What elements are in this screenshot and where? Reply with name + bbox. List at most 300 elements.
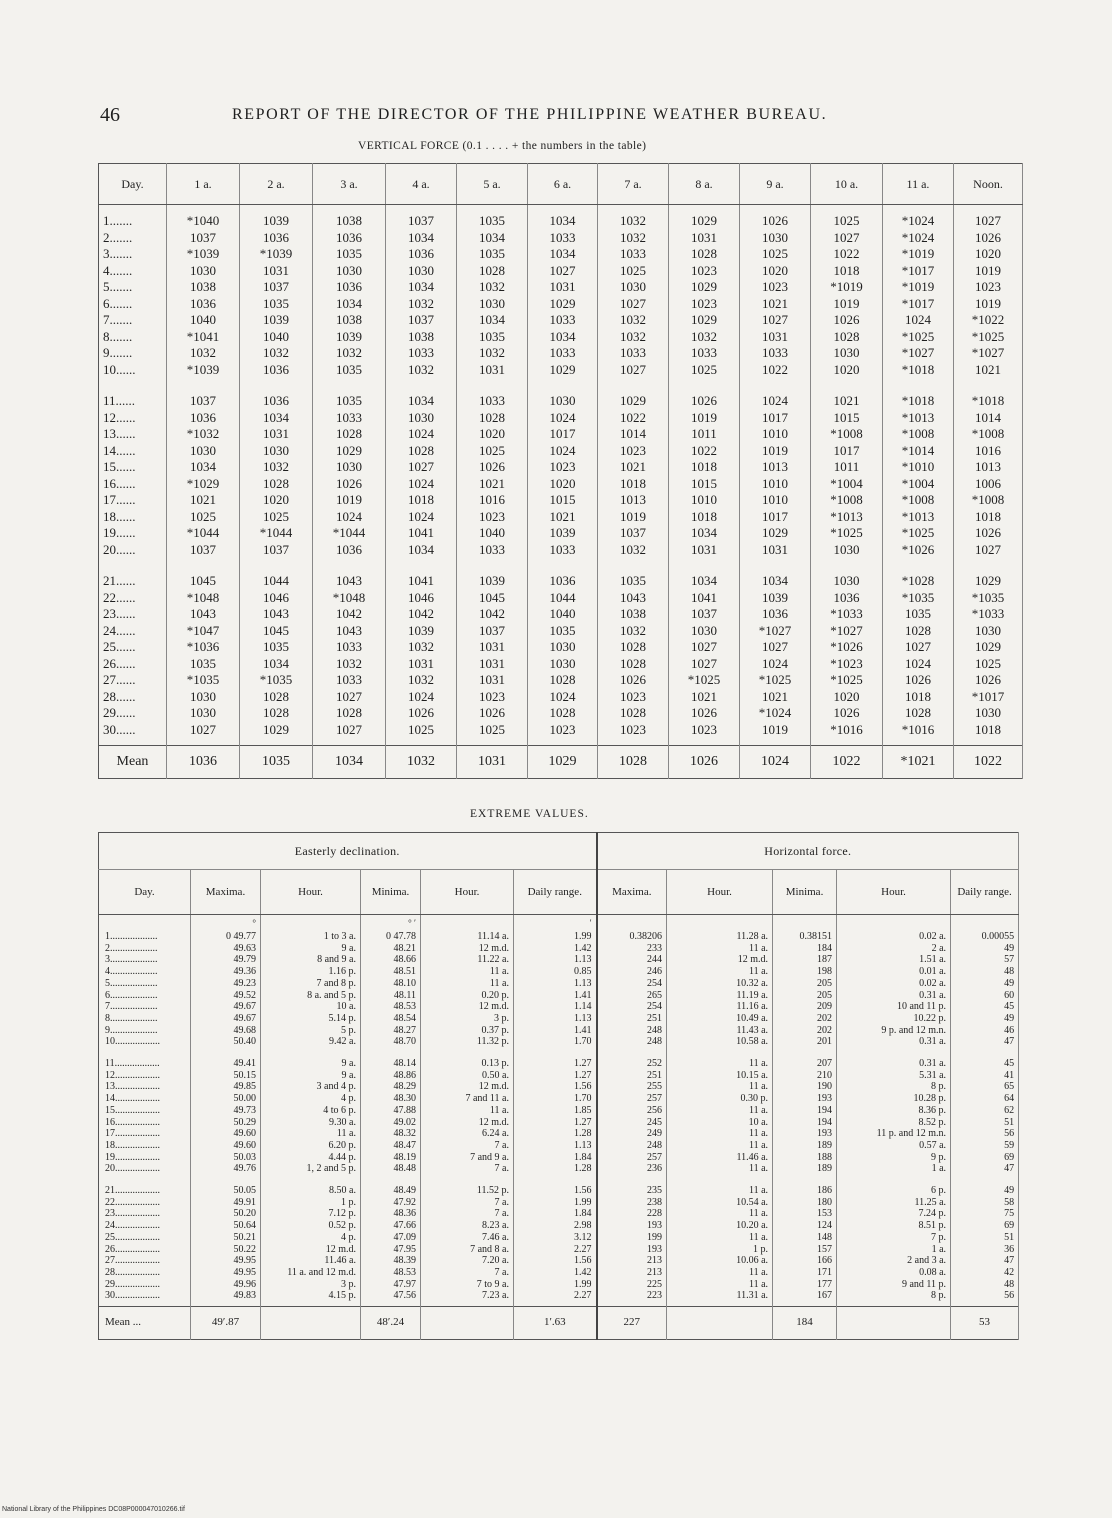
value-cell: 1030 [954,705,1023,722]
value-cell: 1030 [386,410,457,427]
value-cell: 1016 [457,492,528,509]
mean-cell: 53 [951,1307,1019,1340]
value-cell: 69 [951,1220,1019,1232]
value-cell: 8.50 a. [261,1179,361,1197]
value-cell: 193 [773,1128,837,1140]
value-cell: 12 m.d. [261,1244,361,1256]
value-cell: 187 [773,954,837,966]
unit-cell: ° ′ [361,915,421,932]
value-cell: 1038 [386,329,457,346]
value-cell: 157 [773,1244,837,1256]
value-cell: 1024 [740,385,811,410]
value-cell: 1028 [313,426,386,443]
value-cell: 1044 [240,565,313,590]
day-cell: 2....... [99,230,167,247]
column-header: 1 a. [167,164,240,205]
value-cell: 11.22 a. [421,954,514,966]
value-cell: 65 [951,1081,1019,1093]
value-cell: 1034 [457,230,528,247]
value-cell: *1024 [883,230,954,247]
value-cell: 11 a. [667,966,773,978]
value-cell: 1046 [386,590,457,607]
value-cell: 1018 [811,263,883,280]
value-cell: 1026 [811,705,883,722]
value-cell: 1030 [240,443,313,460]
value-cell: 1028 [240,689,313,706]
table-row [99,1220,1019,1232]
value-cell: 1017 [528,426,598,443]
value-cell: 186 [773,1179,837,1197]
value-cell: 1021 [669,689,740,706]
value-cell: 1033 [740,345,811,362]
value-cell: *1013 [883,509,954,526]
value-cell: *1017 [883,296,954,313]
value-cell: 248 [597,1140,667,1152]
value-cell: 1.56 [514,1179,597,1197]
value-cell: 1030 [313,263,386,280]
value-cell: 166 [773,1255,837,1267]
value-cell: 1032 [313,345,386,362]
value-cell: *1004 [811,476,883,493]
value-cell: 49.73 [191,1105,261,1117]
value-cell: *1035 [954,590,1023,607]
value-cell: 1031 [240,426,313,443]
value-cell: 1039 [313,329,386,346]
value-cell: 1025 [740,246,811,263]
value-cell: 1.13 [514,1140,597,1152]
table-row [99,943,1019,955]
value-cell: 1037 [167,230,240,247]
value-cell: 1.14 [514,1001,597,1013]
value-cell: 49.52 [191,990,261,1002]
value-cell: 11.32 p. [421,1036,514,1052]
value-cell: 1027 [167,722,240,746]
value-cell: 1034 [528,205,598,230]
value-cell: 199 [597,1232,667,1244]
value-cell: 1025 [598,263,669,280]
value-cell: *1035 [167,672,240,689]
value-cell: 1034 [386,542,457,566]
value-cell: 11.43 a. [667,1025,773,1037]
value-cell: 0.31 a. [837,1036,951,1052]
value-cell: 1020 [528,476,598,493]
value-cell: 8 p. [837,1290,951,1306]
table-row [99,1036,1019,1052]
mean-cell: 1′.63 [514,1307,597,1340]
value-cell: 1.99 [514,931,597,943]
day-cell: 3................... [99,954,191,966]
unit-cell [773,915,837,932]
value-cell: *1027 [811,623,883,640]
value-cell: 49.95 [191,1267,261,1279]
day-cell: 16...... [99,476,167,493]
value-cell: 48.36 [361,1208,421,1220]
value-cell: 7 a. [421,1163,514,1179]
mean-cell: 1031 [457,746,528,779]
value-cell: 4 p. [261,1093,361,1105]
page-number: 46 [100,104,120,126]
mean-cell: 227 [597,1307,667,1340]
value-cell: 1028 [386,443,457,460]
value-cell: 177 [773,1279,837,1291]
value-cell: 11 a. [667,1208,773,1220]
value-cell: 50.00 [191,1093,261,1105]
value-cell: 1032 [313,656,386,673]
value-cell: 1031 [740,542,811,566]
column-header: 8 a. [669,164,740,205]
value-cell: 9 a. [261,943,361,955]
day-cell: 26...... [99,656,167,673]
value-cell: *1048 [313,590,386,607]
mean-cell: 1022 [811,746,883,779]
column-header: Maxima. [191,870,261,915]
value-cell: 1 to 3 a. [261,931,361,943]
value-cell: 1037 [598,525,669,542]
day-cell: 2................... [99,943,191,955]
value-cell: 48 [951,1279,1019,1291]
value-cell: *1022 [954,312,1023,329]
value-cell: 45 [951,1001,1019,1013]
value-cell: 1034 [313,296,386,313]
mean-cell: 1034 [313,746,386,779]
mean-cell: 1024 [740,746,811,779]
value-cell: 1035 [313,362,386,386]
value-cell: 11 a. [667,1052,773,1070]
day-cell: 9................... [99,1025,191,1037]
table-row [99,1197,1019,1209]
table-row [99,1163,1019,1179]
value-cell: 1028 [598,705,669,722]
value-cell: 48.30 [361,1093,421,1105]
value-cell: 12 m.d. [421,1001,514,1013]
value-cell: 7 and 9 a. [421,1152,514,1164]
value-cell: 1024 [386,689,457,706]
value-cell: *1033 [811,606,883,623]
value-cell: *1033 [954,606,1023,623]
day-cell: 8....... [99,329,167,346]
value-cell: 9.42 a. [261,1036,361,1052]
value-cell: *1004 [883,476,954,493]
unit-cell [837,915,951,932]
value-cell: 1019 [954,263,1023,280]
mean-cell: 1036 [167,746,240,779]
value-cell: 1.99 [514,1279,597,1291]
table-row [99,263,1023,280]
value-cell: 48.19 [361,1152,421,1164]
value-cell: 1036 [167,410,240,427]
value-cell: 1.42 [514,943,597,955]
value-cell: 49.91 [191,1197,261,1209]
mean-cell: 1026 [669,746,740,779]
day-cell: 7................... [99,1001,191,1013]
value-cell: 60 [951,990,1019,1002]
mean-label: Mean [99,746,167,779]
value-cell: 7 to 9 a. [421,1279,514,1291]
value-cell: 1028 [883,705,954,722]
value-cell: 1013 [954,459,1023,476]
value-cell: 1027 [883,639,954,656]
table-row [99,1232,1019,1244]
table-row [99,689,1023,706]
value-cell: 1019 [740,443,811,460]
mean-cell: *1021 [883,746,954,779]
value-cell: 1033 [457,385,528,410]
table-row [99,1208,1019,1220]
vertical-force-header-row [99,164,1023,205]
value-cell: 48.51 [361,966,421,978]
table-row [99,542,1023,566]
value-cell: 1029 [598,385,669,410]
value-cell: 48.53 [361,1001,421,1013]
value-cell: 1035 [240,639,313,656]
value-cell: 1038 [167,279,240,296]
value-cell: 184 [773,943,837,955]
value-cell: 1033 [313,672,386,689]
value-cell: 1028 [313,705,386,722]
value-cell: 1034 [528,246,598,263]
value-cell: 1018 [954,722,1023,746]
value-cell: 1011 [669,426,740,443]
value-cell: 3 p. [261,1279,361,1291]
value-cell: 1029 [669,205,740,230]
value-cell: 1028 [457,410,528,427]
value-cell: 1.28 [514,1163,597,1179]
value-cell: 75 [951,1208,1019,1220]
value-cell: 1033 [598,246,669,263]
value-cell: 7 and 8 p. [261,978,361,990]
value-cell: 1027 [811,230,883,247]
day-cell: 28.................. [99,1267,191,1279]
day-cell: 17...... [99,492,167,509]
value-cell: 0.13 p. [421,1052,514,1070]
value-cell: 1030 [457,296,528,313]
value-cell: 1034 [386,385,457,410]
table-row [99,345,1023,362]
value-cell: 1018 [669,459,740,476]
value-cell: 48.48 [361,1163,421,1179]
value-cell: 48.21 [361,943,421,955]
value-cell: 41 [951,1070,1019,1082]
table-row [99,672,1023,689]
value-cell: 11.46 a. [261,1255,361,1267]
value-cell: 1 p. [261,1197,361,1209]
mean-cell [421,1307,514,1340]
value-cell: 1020 [811,362,883,386]
value-cell: *1013 [883,410,954,427]
day-cell: 22...... [99,590,167,607]
value-cell: 1028 [669,246,740,263]
mean-cell [667,1307,773,1340]
value-cell: 50.29 [191,1117,261,1129]
value-cell: 1.27 [514,1052,597,1070]
table-row [99,1244,1019,1256]
table-row [99,1179,1019,1197]
value-cell: 1027 [669,639,740,656]
value-cell: 11 a. [667,943,773,955]
value-cell: 1015 [669,476,740,493]
value-cell: 1039 [386,623,457,640]
day-cell: 4....... [99,263,167,280]
value-cell: 1044 [528,590,598,607]
value-cell: *1025 [740,672,811,689]
value-cell: 1023 [598,722,669,746]
value-cell: 0.01 a. [837,966,951,978]
extreme-values-heading: EXTREME VALUES. [470,808,589,820]
unit-cell [597,915,667,932]
value-cell: 11.19 a. [667,990,773,1002]
value-cell: 1010 [740,492,811,509]
value-cell: 1042 [386,606,457,623]
column-header: Minima. [361,870,421,915]
value-cell: 56 [951,1128,1019,1140]
value-cell: 1016 [954,443,1023,460]
value-cell: 49 [951,1179,1019,1197]
table-row [99,931,1019,943]
value-cell: 1031 [457,672,528,689]
value-cell: 1013 [598,492,669,509]
value-cell: 1028 [457,263,528,280]
value-cell: *1017 [954,689,1023,706]
column-header: Daily range. [951,870,1019,915]
horizontal-force-group: Horizontal force. [597,833,1019,870]
value-cell: 1020 [811,689,883,706]
value-cell: 244 [597,954,667,966]
value-cell: 50.64 [191,1220,261,1232]
value-cell: *1018 [954,385,1023,410]
value-cell: 1031 [386,656,457,673]
value-cell: 47.88 [361,1105,421,1117]
value-cell: 1037 [386,312,457,329]
value-cell: 1035 [167,656,240,673]
value-cell: 7 a. [421,1197,514,1209]
value-cell: 11 a. [421,1105,514,1117]
value-cell: 5 p. [261,1025,361,1037]
column-header: 4 a. [386,164,457,205]
value-cell: 1032 [598,205,669,230]
table-row [99,230,1023,247]
value-cell: 1036 [740,606,811,623]
value-cell: 4 to 6 p. [261,1105,361,1117]
value-cell: 1021 [167,492,240,509]
column-header: Hour. [421,870,514,915]
value-cell: 50.21 [191,1232,261,1244]
value-cell: 49.60 [191,1128,261,1140]
value-cell: 1020 [240,492,313,509]
value-cell: 3 and 4 p. [261,1081,361,1093]
table-row [99,312,1023,329]
vertical-force-table [98,163,1023,779]
value-cell: 1037 [669,606,740,623]
value-cell: 1021 [740,296,811,313]
value-cell: 1023 [669,263,740,280]
day-cell: 29.................. [99,1279,191,1291]
value-cell: 59 [951,1140,1019,1152]
value-cell: 64 [951,1093,1019,1105]
value-cell: 1019 [954,296,1023,313]
value-cell: 48.39 [361,1255,421,1267]
value-cell: 1036 [240,362,313,386]
value-cell: 1040 [457,525,528,542]
value-cell: 3 p. [421,1013,514,1025]
table-row [99,492,1023,509]
column-header: Hour. [667,870,773,915]
value-cell: 1032 [669,329,740,346]
value-cell: *1025 [669,672,740,689]
value-cell: 1031 [669,542,740,566]
value-cell: 1037 [240,279,313,296]
value-cell: 254 [597,978,667,990]
value-cell: 10.22 p. [837,1013,951,1025]
value-cell: 1028 [598,656,669,673]
value-cell: 0 47.78 [361,931,421,943]
value-cell: 11 a. [667,1267,773,1279]
value-cell: 11 a. [667,1232,773,1244]
value-cell: *1016 [883,722,954,746]
value-cell: 248 [597,1036,667,1052]
value-cell: 8 and 9 a. [261,954,361,966]
value-cell: 1032 [598,329,669,346]
value-cell: *1008 [954,426,1023,443]
value-cell: 2.27 [514,1290,597,1306]
day-cell: 1................... [99,931,191,943]
column-header: 11 a. [883,164,954,205]
value-cell: 1025 [669,362,740,386]
column-header: Minima. [773,870,837,915]
value-cell: *1008 [883,426,954,443]
value-cell: 1027 [598,362,669,386]
day-cell: 14.................. [99,1093,191,1105]
value-cell: 1035 [313,246,386,263]
value-cell: 11.25 a. [837,1197,951,1209]
value-cell: 1.13 [514,954,597,966]
value-cell: 1024 [386,426,457,443]
value-cell: 190 [773,1081,837,1093]
value-cell: 1021 [528,509,598,526]
value-cell: 1039 [240,312,313,329]
column-header: Day. [99,164,167,205]
value-cell: 50.05 [191,1179,261,1197]
value-cell: 12 m.d. [421,943,514,955]
day-cell: 9....... [99,345,167,362]
value-cell: 1034 [669,525,740,542]
value-cell: 1006 [954,476,1023,493]
day-cell: 26.................. [99,1244,191,1256]
column-header: 7 a. [598,164,669,205]
value-cell: 1035 [313,385,386,410]
day-cell: 10...... [99,362,167,386]
unit-cell [951,915,1019,932]
value-cell: 124 [773,1220,837,1232]
value-cell: 1043 [313,623,386,640]
value-cell: 1036 [240,230,313,247]
value-cell: 1033 [313,410,386,427]
value-cell: 48.47 [361,1140,421,1152]
vertical-force-subtitle: VERTICAL FORCE (0.1 . . . . + the numbers in the table) [358,140,647,152]
value-cell: 11.14 a. [421,931,514,943]
value-cell: 50.15 [191,1070,261,1082]
value-cell: 1045 [240,623,313,640]
value-cell: 9.30 a. [261,1117,361,1129]
value-cell: 50.40 [191,1036,261,1052]
value-cell: 1019 [811,296,883,313]
day-cell: 19...... [99,525,167,542]
value-cell: 1033 [386,345,457,362]
value-cell: 8.36 p. [837,1105,951,1117]
table-row [99,1025,1019,1037]
value-cell: 1.56 [514,1255,597,1267]
value-cell: *1040 [167,205,240,230]
value-cell: 257 [597,1152,667,1164]
